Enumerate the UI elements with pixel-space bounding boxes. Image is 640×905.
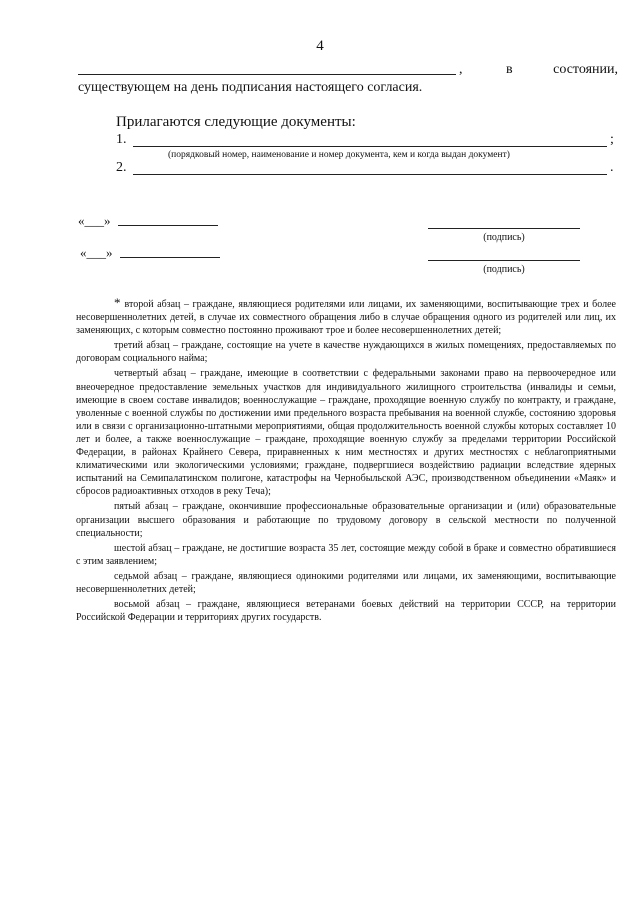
signature-line xyxy=(428,228,580,229)
footnote-paragraph: седьмой абзац – граждане, являющиеся одинокими родителями или лицами, их заменяющими, воспитывающие несовершеннолетних детей; xyxy=(76,570,616,595)
footnote-text: второй абзац – граждане, являющиеся родителями или лицами, их заменяющими, воспитывающие трех и более несовершеннолетних детей, в случае их совместного обращения либо в случае обращения одного из родителей или лиц, их заменяющих, с которым совместно постоянно проживают трое и более несовершеннолетних детей; xyxy=(76,299,616,337)
footnote-paragraph xyxy=(76,296,616,337)
comma-text: , xyxy=(459,62,463,77)
footnote-paragraph: третий абзац – граждане, состоящие на учете в качестве нуждающихся в жилых помещениях, предоставляемых по договорам социального найма; xyxy=(76,340,616,365)
signature-field-2 xyxy=(428,246,588,276)
page-number: 4 xyxy=(316,38,324,54)
attachment-hint: (порядковый номер, наименование и номер документа, кем и когда выдан документ) xyxy=(168,150,510,160)
consent-sentence: существующем на день подписания настоящего согласия. xyxy=(78,80,423,95)
footnote-asterisk: * xyxy=(114,295,121,310)
date-quote: «___» xyxy=(78,213,111,228)
condition-line xyxy=(78,60,618,82)
signature-line xyxy=(428,260,580,261)
line-end-punct: ; xyxy=(610,132,614,147)
line-end-punct: . xyxy=(610,160,614,175)
fill-in-blank-line xyxy=(78,74,456,75)
attachment-number: 1. xyxy=(116,132,127,147)
signature-field-1 xyxy=(428,214,588,244)
attachments-title: Прилагаются следующие документы: xyxy=(116,114,356,130)
attachment-item-1 xyxy=(116,132,616,152)
date-quote: «___» xyxy=(80,245,113,260)
condition-word: состоянии, xyxy=(553,62,618,77)
footnote-paragraph: шестой абзац – граждане, не достигшие возраста 35 лет, состоящие между собой в браке и совместно обратившиеся с этим заявлением; xyxy=(76,542,616,567)
footnote-paragraph: пятый абзац – граждане, окончившие профессиональные образовательные организации и (или) образовательные организации высшего образования и работающие по трудовому договору в сельской местности по полученной специальности; xyxy=(76,501,616,539)
date-field-2 xyxy=(80,245,230,263)
fill-in-blank-line xyxy=(133,174,607,175)
date-field-1 xyxy=(78,213,228,231)
footnote-paragraph: восьмой абзац – граждане, являющиеся ветеранами боевых действий на территории СССР, на территории Российской Федерации и территориях других государств. xyxy=(76,599,616,624)
fill-in-blank-line xyxy=(133,146,607,147)
signature-label: (подпись) xyxy=(483,264,525,275)
fill-in-blank-line xyxy=(118,225,218,226)
footnote-block xyxy=(76,296,616,626)
preposition-text: в xyxy=(506,62,513,77)
attachment-item-2 xyxy=(116,160,616,180)
signature-label: (подпись) xyxy=(483,232,525,243)
footnote-paragraph: четвертый абзац – граждане, имеющие в соответствии с федеральными законами право на первоочередное или внеочередное предоставление земельных участков для индивидуального жилищного строительства (инвалиды и семьи, имеющие в своем составе инвалидов; военнослужащие – граждане, проходящие военную службу по контракту, и граждане, уволенные с военной службы по достижении ими предельного возраста пребывания на военной службе, состоянию здоровья или в связи с организационно-штатными мероприятиями, общая продолжительность военной службы которых составляет 10 лет и более, а также военнослужащие – граждане, проходящие военную службу за пределами территории Российской Федерации, в районах Крайнего Севера, приравненных к ним местностях и других местностях с неблагоприятными климатическими или экологическими условиями; граждане, подвергшиеся воздействию радиации вследствие ядерных испытаний на Семипалатинском полигоне, катастрофы на Чернобыльской АЭС, производственном объединении «Маяк» и сбросов радиоактивных отходов в реку Теча); xyxy=(76,368,616,498)
attachment-number: 2. xyxy=(116,160,127,175)
fill-in-blank-line xyxy=(120,257,220,258)
